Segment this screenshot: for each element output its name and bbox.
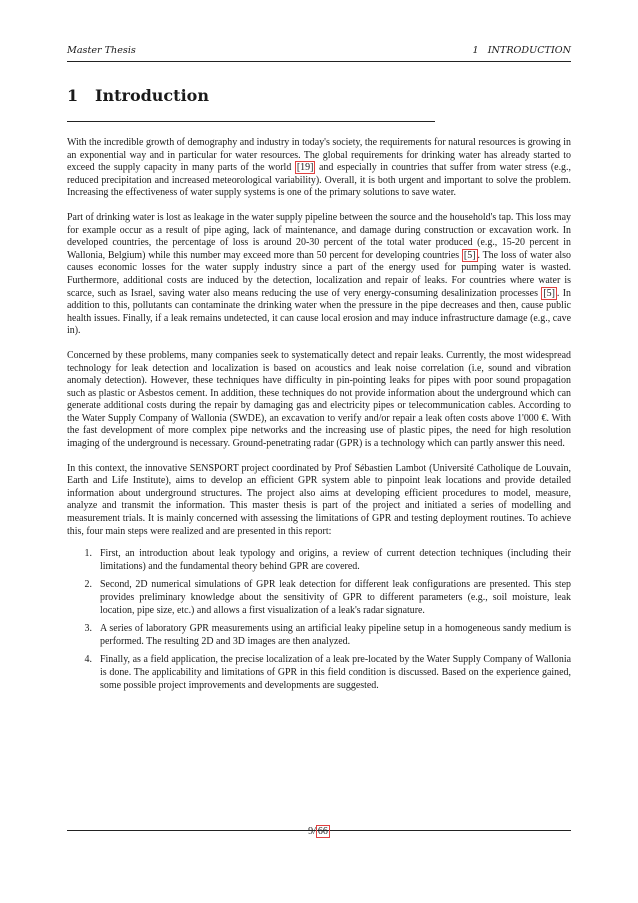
list-item-text: Finally, as a field application, the precise localization of a leak pre-located by the Water Supply Company of Wallonia is done. The applicability and limitations of GPR in this field condition is discussed. Based on the experience gained, some possible project improvements and developments are suggested. xyxy=(100,654,571,691)
paragraph-2-text-c: . In addition to this, pollutants can contaminate the drinking water when the pressure in the pipe decreases and then, cause public health issues. Finally, if a leak remains undetected, it can cause local erosion and may induce infrastructure damage (e.g., cave in). xyxy=(67,287,571,337)
citation-link[interactable]: [5] xyxy=(543,287,555,299)
list-item-number: 1. xyxy=(84,548,92,560)
list-item xyxy=(67,548,571,573)
total-pages-link[interactable]: 66 xyxy=(317,826,328,837)
citation-link[interactable]: [5] xyxy=(463,249,476,261)
list-item xyxy=(67,579,571,617)
list-item xyxy=(67,623,571,648)
list-item-number: 2. xyxy=(84,579,92,591)
paragraph-1-text-b: and especially in countries that suffer from water stress (e.g., reduced precipitation and increased meteorological variability). Overall, it is both urgent and important to solve the problem. Increasing the effectiveness of water supply systems is one of the primary solutions to save water. xyxy=(67,162,571,199)
paragraph-3: Concerned by these problems, many companies seek to systematically detect and repair leaks. Currently, the most widespread technology for leak detection and localization is based on acoustics and leak noise correlation (i.e, sound and vibration anomaly detection). However, these techniques have difficulty in pin-pointing leaks for pipes with poor sound propagation such as plastic or Asbestos cement. In addition, these techniques do not provide information about the underground which can generate additional costs during the repair by damaging gas and electricity pipes or telecommunication cables. According to the Water Supply Company of Wallonia (SWDE), an excavation to verify and/or repair a leak often costs above 1'000 €. With the fast development of more complex pipe networks and the increasing use of plastic pipes, the need for high resolution imaging of the underground is necessary. Ground-penetrating radar (GPR) is a technology which can partly answer this need. xyxy=(67,349,571,450)
paragraph-1 xyxy=(67,137,571,200)
paragraph-2-text-a: Part of drinking water is lost as leakage in the water supply pipeline between the source and the household's tap. This loss may for example occur as a result of pipe aging, lack of maintenance, and damage during construction or excavation work. In developed countries, the percentage of loss is around 20-30 percent of the total water produced (e.g., 15-20 percent in Wallonia, Belgium) while this number may exceed more than 50 percent for developing countries xyxy=(67,211,571,261)
list-item xyxy=(67,654,571,692)
header-rule xyxy=(67,61,571,62)
header-left: Master Thesis xyxy=(67,45,136,56)
steps-list xyxy=(67,548,571,692)
current-page: 9 xyxy=(308,826,314,837)
list-item-text: Second, 2D numerical simulations of GPR leak detection for different leak configurations are presented. This step provides preliminary knowledge about the sensitivity of GPR to different parameters (e.g., soil moisture, leak location, pipe size, etc.) and allows a first visualization of a leak's radar signature. xyxy=(100,579,571,616)
section-number: 1 xyxy=(67,86,79,105)
body-text xyxy=(67,137,571,698)
list-item-text: First, an introduction about leak typology and origins, a review of current detection techniques (including their limitations) and the fundamental theory behind GPR are covered. xyxy=(100,548,571,572)
header-right: 1 INTRODUCTION xyxy=(472,45,571,56)
paragraph-4: In this context, the innovative SENSPORT project coordinated by Prof Sébastien Lambot (Université Catholique de Louvain, Earth and Life Institute), aims to develop an efficient GPR system able to pinpoint leak locations and provide detailed information about underground structures. The project also aims at developing efficient procedures to model, measure, analyze and transmit the information. This master thesis is part of the project and initiated a series of modelling and measurement trials. It is mainly concerned with assessing the limitations of GPR and testing deployment routines. To achieve this, four main steps were realized and are presented in this report: xyxy=(67,462,571,537)
page-separator: / xyxy=(313,826,316,837)
page-number xyxy=(0,826,638,838)
list-item-text: A series of laboratory GPR measurements using an artificial leaky pipeline setup in a homogeneous sandy medium is performed. The resulting 2D and 3D images are then analyzed. xyxy=(100,623,571,647)
section-title xyxy=(67,86,209,106)
list-item-number: 4. xyxy=(84,654,92,666)
running-header xyxy=(67,45,571,57)
section-title-text: Introduction xyxy=(95,86,209,105)
section-rule xyxy=(67,121,435,122)
paragraph-2-text-b: . The loss of water also causes economic losses for the water supply industry since a part of the energy used for pumping water is wasted. Furthermore, additional costs are induced by the detection, localization and repair of leaks. For countries where water is scarce, such as Israel, saving water also means reducing the use of very energy-consuming desalinization processes xyxy=(67,249,571,299)
citation-link[interactable]: [19] xyxy=(296,162,314,174)
paragraph-1-text-a: With the incredible growth of demography and industry in today's society, the requirements for natural resources is growing in an exponential way and in particular for water resources. The global requirements for drinking water has already started to exceed the supply capacity in many parts of the world xyxy=(67,137,571,174)
paragraph-2 xyxy=(67,212,571,338)
list-item-number: 3. xyxy=(84,623,92,635)
